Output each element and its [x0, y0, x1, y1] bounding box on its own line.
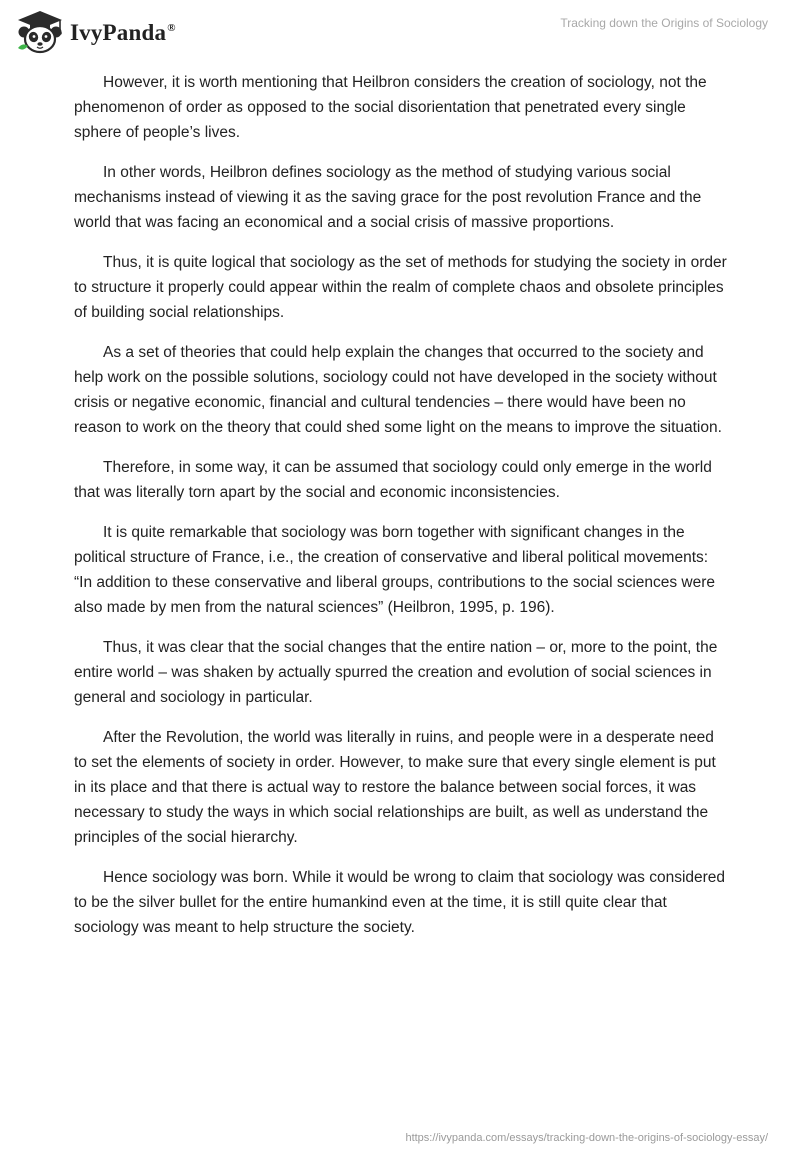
paragraph-1: However, it is worth mentioning that Heilbron considers the creation of sociology, not the phenomenon of order as opposed to the social disorientation that penetrated every single sphere of people’s lives. [74, 74, 707, 141]
paragraph-8: After the Revolution, the world was literally in ruins, and people were in a desperate need to set the elements of society in order. However, to make sure that every single element is put in its place and that there is actual way to restore the balance between social forces, it was necessary to study the ways in which social relationships are built, as well as understand the principles of the social hierarchy. [74, 729, 716, 846]
paragraph-5: Therefore, in some way, it can be assumed that sociology could only emerge in the world that was literally torn apart by the social and economic inconsistencies. [74, 459, 712, 501]
paragraph-2: In other words, Heilbron defines sociology as the method of studying various social mechanisms instead of viewing it as the saving grace for the post revolution France and the world that was facing an economical and a social crisis of massive proportions. [74, 164, 702, 231]
page-header [0, 0, 800, 60]
source-url-link[interactable]: https://ivypanda.com/essays/tracking-down-the-origins-of-sociology-essay/ [405, 1132, 768, 1144]
paragraph-7: Thus, it was clear that the social changes that the entire nation – or, more to the point, the entire world – was shaken by actually spurred the creation and evolution of social sciences in general and sociology in particular. [74, 639, 718, 706]
panda-logo-icon [14, 8, 66, 54]
paragraph-9: Hence sociology was born. While it would be wrong to claim that sociology was considered to be the silver bullet for the entire humankind even at the time, it is still quite clear that sociology was meant to help structure the society. [74, 869, 726, 936]
paragraph-4: As a set of theories that could help explain the changes that occurred to the society and help work on the possible solutions, sociology could not have developed in the society without crisis or negative economic, financial and cultural tendencies – there would have been no reason to work on the theory that could shed some light on the means to improve the situation. [74, 344, 722, 436]
brand-logo[interactable] [14, 8, 176, 54]
paragraph-3: Thus, it is quite logical that sociology as the set of methods for studying the society in order to structure it properly could appear within the realm of complete chaos and obsolete principles of building social relationships. [74, 254, 727, 321]
essay-body [74, 70, 730, 955]
document-title: Tracking down the Origins of Sociology [560, 16, 768, 30]
paragraph-6: It is quite remarkable that sociology was born together with significant changes in the political structure of France, i.e., the creation of conservative and liberal political movements: “In addition to these conservative and liberal groups, contributions to the social sciences were also made by men from the natural sciences” (Heilbron, 1995, p. 196). [74, 524, 716, 616]
brand-name: IvyPanda® [70, 20, 176, 45]
registered-mark: ® [167, 22, 176, 35]
